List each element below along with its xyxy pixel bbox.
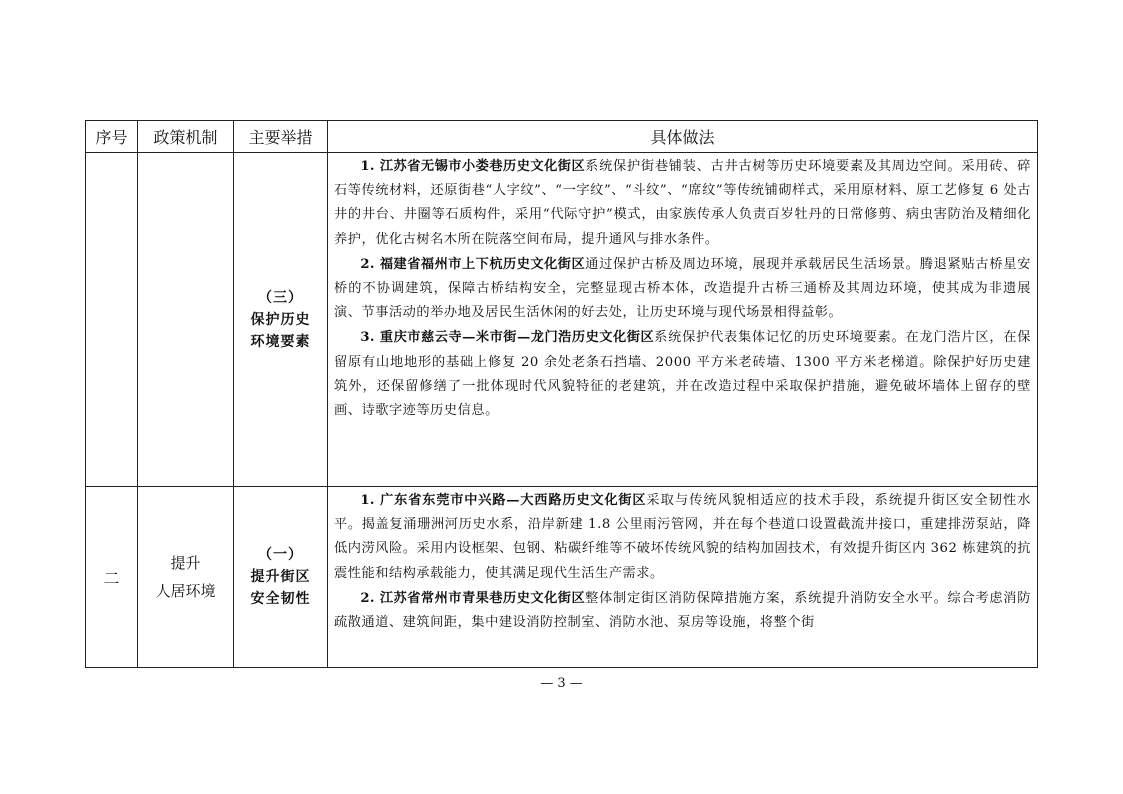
header-detail: 具体做法 (328, 121, 1038, 153)
measure-number: （一） (258, 547, 303, 563)
case-text: 通过保护古桥及周边环境，展现并承载居民生活场景。腾退紧贴古桥星安桥的不协调建筑，保障古桥结构安全，完整显现古桥本体，改造提升古桥三通桥及其周边环境，使其成为非遗展演、节事活动的举办地及居民生活休闲的好去处，让历史环境与现代场景相得益彰。 (334, 256, 1031, 321)
case-text: 整体制定街区消防保障措施方案，系统提升消防安全水平。综合考虑消防疏散通道、建筑间距，集中建设消防控制室、消防水池、泵房等设施，将整个街 (334, 590, 1031, 631)
case-paragraph (334, 587, 1031, 635)
header-policy: 政策机制 (138, 121, 234, 153)
page-number: — 3 — (540, 676, 583, 691)
policy-table (85, 120, 1038, 668)
measure-line: 提升街区 (250, 569, 311, 585)
case-title: 2. 福建省福州市上下杭历史文化街区 (360, 256, 586, 272)
case-paragraph (334, 326, 1031, 423)
case-title: 1. 江苏省无锡市小娄巷历史文化街区 (360, 159, 586, 174)
seq-cell: 二 (86, 487, 138, 668)
policy-line: 提升 (170, 554, 201, 572)
detail-clip (334, 489, 1031, 661)
table-header-row (86, 121, 1038, 153)
detail-cell (328, 487, 1038, 668)
policy-line: 人居环境 (155, 582, 216, 600)
case-title: 1. 广东省东莞市中兴路—大西路历史文化街区 (360, 493, 647, 508)
measure-cell (234, 487, 328, 668)
case-title: 3. 重庆市慈云寺—米市街—龙门浩历史文化街区 (360, 330, 655, 346)
measure-line: 安全韧性 (250, 591, 311, 607)
case-paragraph (334, 489, 1031, 586)
measure-cell (234, 153, 328, 487)
measure-line: 环境要素 (250, 333, 311, 350)
seq-cell (86, 153, 138, 487)
case-title: 2. 江苏省常州市青果巷历史文化街区 (360, 590, 586, 606)
table-row (86, 153, 1038, 487)
case-paragraph (334, 155, 1031, 252)
header-seq: 序号 (86, 121, 138, 153)
policy-cell (138, 487, 234, 668)
case-text: 采取与传统风貌相适应的技术手段，系统提升街区安全韧性水平。揭盖复涌珊洲河历史水系，沿岸新建 1.8 公里雨污管网，并在每个巷道口设置截流井接口，重建排涝泵站，降低内涝风险。采用内设框架、包钢、粘碳纤维等不破坏传统风貌的结构加固技术，有效提升街区内 362 栋建筑的抗震性能和结构承载能力，使其满足现代生活生产需求。 (334, 493, 1031, 581)
measure-number: （三） (258, 289, 303, 306)
header-measure: 主要举措 (234, 121, 328, 153)
case-text: 系统保护街巷铺装、古井古树等历史环境要素及其周边空间。采用砖、碎石等传统材料，还原街巷“人字纹”、“一字纹”、“斗纹”、“席纹”等传统铺砌样式，采用原材料、原工艺修复 6 处古井的井台、井圈等石质构件，采用“代际守护”模式，由家族传承人负责百岁牡丹的日常修剪、病虫害防治及精细化养护，优化古树名木所在院落空间布局，提升通风与排水条件。 (334, 159, 1031, 247)
case-text: 系统保护代表集体记忆的历史环境要素。在龙门浩片区，在保留原有山地地形的基础上修复 20 余处老条石挡墙、2000 平方米老砖墙、1300 平方米老梯道。除保护好历史建筑外，还保留修缮了一批体现时代风貌特征的老建筑，并在改造过程中采取保护措施，避免破坏墙体上留存的壁画、诗歌字迹等历史信息。 (334, 330, 1031, 419)
detail-cell (328, 153, 1038, 487)
policy-cell (138, 153, 234, 487)
case-paragraph (334, 253, 1031, 326)
measure-line: 保护历史 (250, 311, 311, 328)
table-row (86, 487, 1038, 668)
